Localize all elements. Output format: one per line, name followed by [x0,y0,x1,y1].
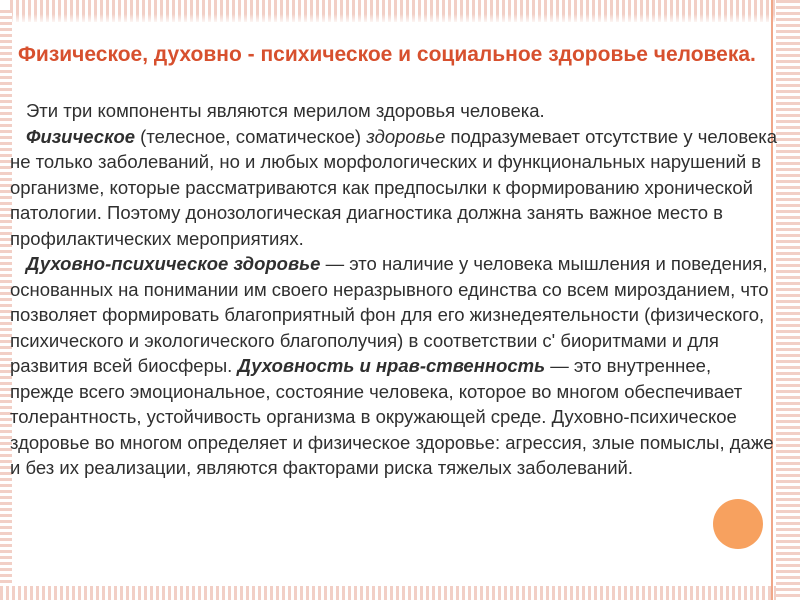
spiritual-term: Духовно-психическое здоровье [26,253,321,274]
physical-health-paragraph [10,124,780,252]
spiritual-health-paragraph [10,251,780,481]
slide-body [10,98,780,481]
stripe-fade [10,14,785,24]
intro-paragraph: Эти три компоненты являются мерилом здоровья человека. [26,100,545,121]
slide-title: Физическое, духовно - психическое и социальное здоровье человека. [18,43,756,66]
spiritual-definition: — это наличие у человека мышления и поведения, основанных на понимании им своего неразрывного единства со всем мирозданием, что позволяет формировать благоприятный фон для его жизнедеятельности (физического, психического и экологического благополучия) в соответствии с' биоритмами и для развития всей биосферы. [10,253,769,376]
physical-aside: (телесное, соматическое) [135,125,367,147]
stripe-border-bottom [0,586,800,600]
morality-term: Духовность и нрав-ственность [237,355,546,376]
physical-term: Физическое [26,125,136,147]
physical-definition: подразумевает отсутствие у человека не только заболеваний, но и любых морфологических и функциональных нарушений в организме, которые рассматриваются как предпосылки к формированию хронической патологии. Поэтому донозологическая диагностика должна занять важное место в профилактических мероприятиях. [10,125,778,249]
morality-definition: — это внутреннее, прежде всего эмоциональное, состояние человека, которое во многом обеспечивает толерантность, устойчивость организма в окружающей среде. Духовно-психическое здоровье во многом определяет и физическое здоровье: агрессия, злые помыслы, даже и без их реализации, являются факторами риска тяжелых заболеваний. [10,355,774,478]
health-word: здоровье [366,125,446,147]
orange-circle-icon [713,499,763,549]
